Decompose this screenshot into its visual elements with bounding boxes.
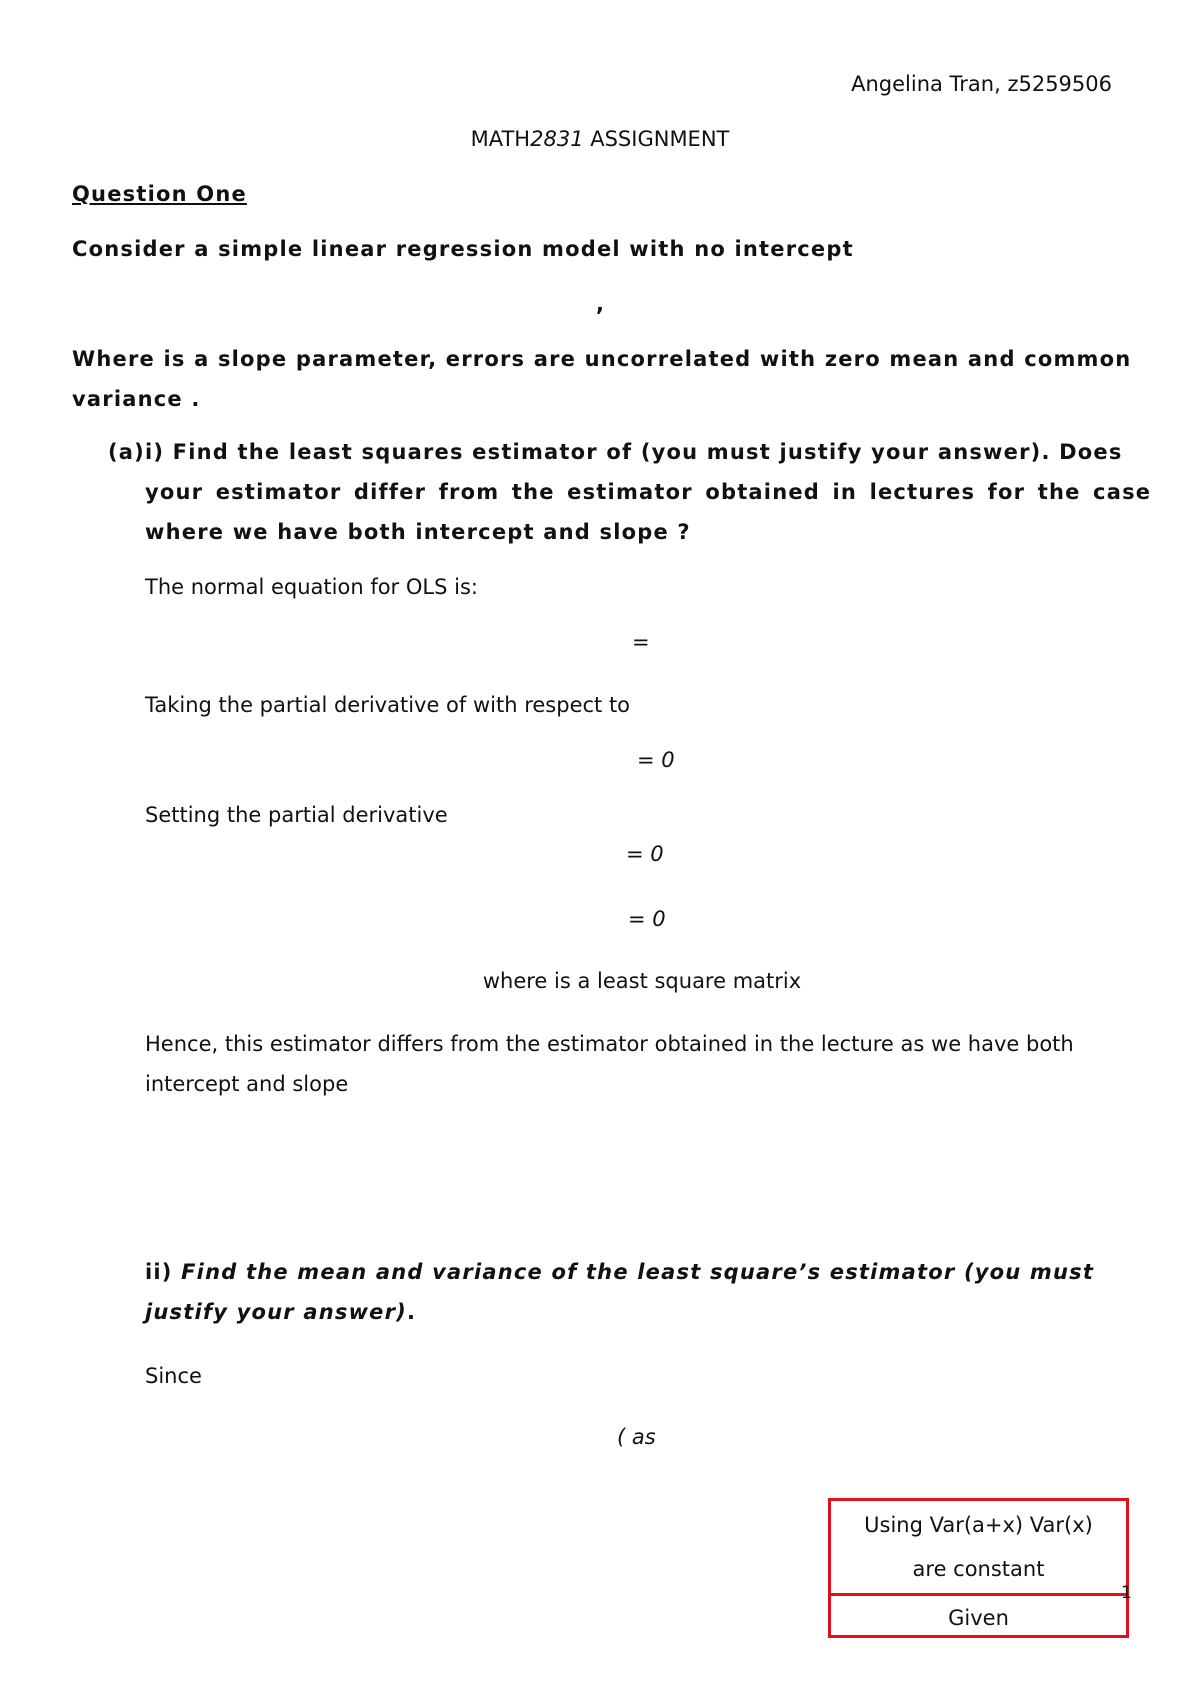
margin-note-line-1: Using Var(a+x) Var(x)	[864, 1513, 1093, 1537]
page-title	[0, 125, 1200, 153]
partial-derivative-text: Taking the partial derivative of with respect to	[145, 693, 631, 717]
author-line: Angelina Tran, z5259506	[851, 72, 1112, 96]
part-ii-period: .	[406, 1300, 417, 1324]
margin-note-given: Given	[948, 1606, 1009, 1630]
part-ai-line-1: (a)i) Find the least squares estimator of (you must justify your answer). Does	[108, 440, 1123, 464]
margin-note-box	[828, 1498, 1129, 1638]
page-number: 1	[1121, 1583, 1132, 1603]
part-ai-line-2: your estimator differ from the estimator obtained in lectures for the case	[145, 480, 1152, 504]
part-ai-line-3: where we have both intercept and slope ?	[145, 520, 691, 544]
since-text: Since	[145, 1364, 202, 1388]
title-suffix: ASSIGNMENT	[583, 127, 730, 151]
setting-derivative-text: Setting the partial derivative	[145, 803, 448, 827]
model-description-line-2: variance .	[72, 387, 201, 411]
part-ii-line-1	[145, 1258, 1094, 1286]
model-description-line-1: Where is a slope parameter, errors are uncorrelated with zero mean and common	[72, 347, 1132, 371]
question-intro: Consider a simple linear regression model with no intercept	[72, 237, 854, 261]
title-number: 2831	[530, 127, 584, 151]
equation-2: = 0	[637, 748, 675, 772]
normal-equation-text: The normal equation for OLS is:	[145, 575, 478, 599]
part-ii-line-2	[145, 1298, 416, 1326]
conclusion-line-1: Hence, this estimator differs from the estimator obtained in the lecture as we have both	[145, 1032, 1074, 1056]
equation-4: = 0	[628, 907, 666, 931]
as-equation-line: ( as	[617, 1425, 656, 1449]
conclusion-line-2: intercept and slope	[145, 1072, 349, 1096]
part-ii-question-text-2: justify your answer)	[145, 1300, 407, 1324]
part-ii-label: ii)	[145, 1260, 173, 1284]
equation-3: = 0	[626, 842, 664, 866]
equation-1: =	[632, 630, 650, 654]
margin-note-top-cell	[831, 1501, 1126, 1596]
question-heading: Question One	[72, 182, 247, 206]
title-prefix: MATH	[470, 127, 531, 151]
margin-note-line-2: are constant	[912, 1557, 1045, 1581]
part-ii-question-text: Find the mean and variance of the least square’s estimator (you must	[181, 1260, 1095, 1284]
model-equation-comma: ,	[596, 292, 606, 316]
least-square-matrix-text: where is a least square matrix	[482, 969, 802, 993]
